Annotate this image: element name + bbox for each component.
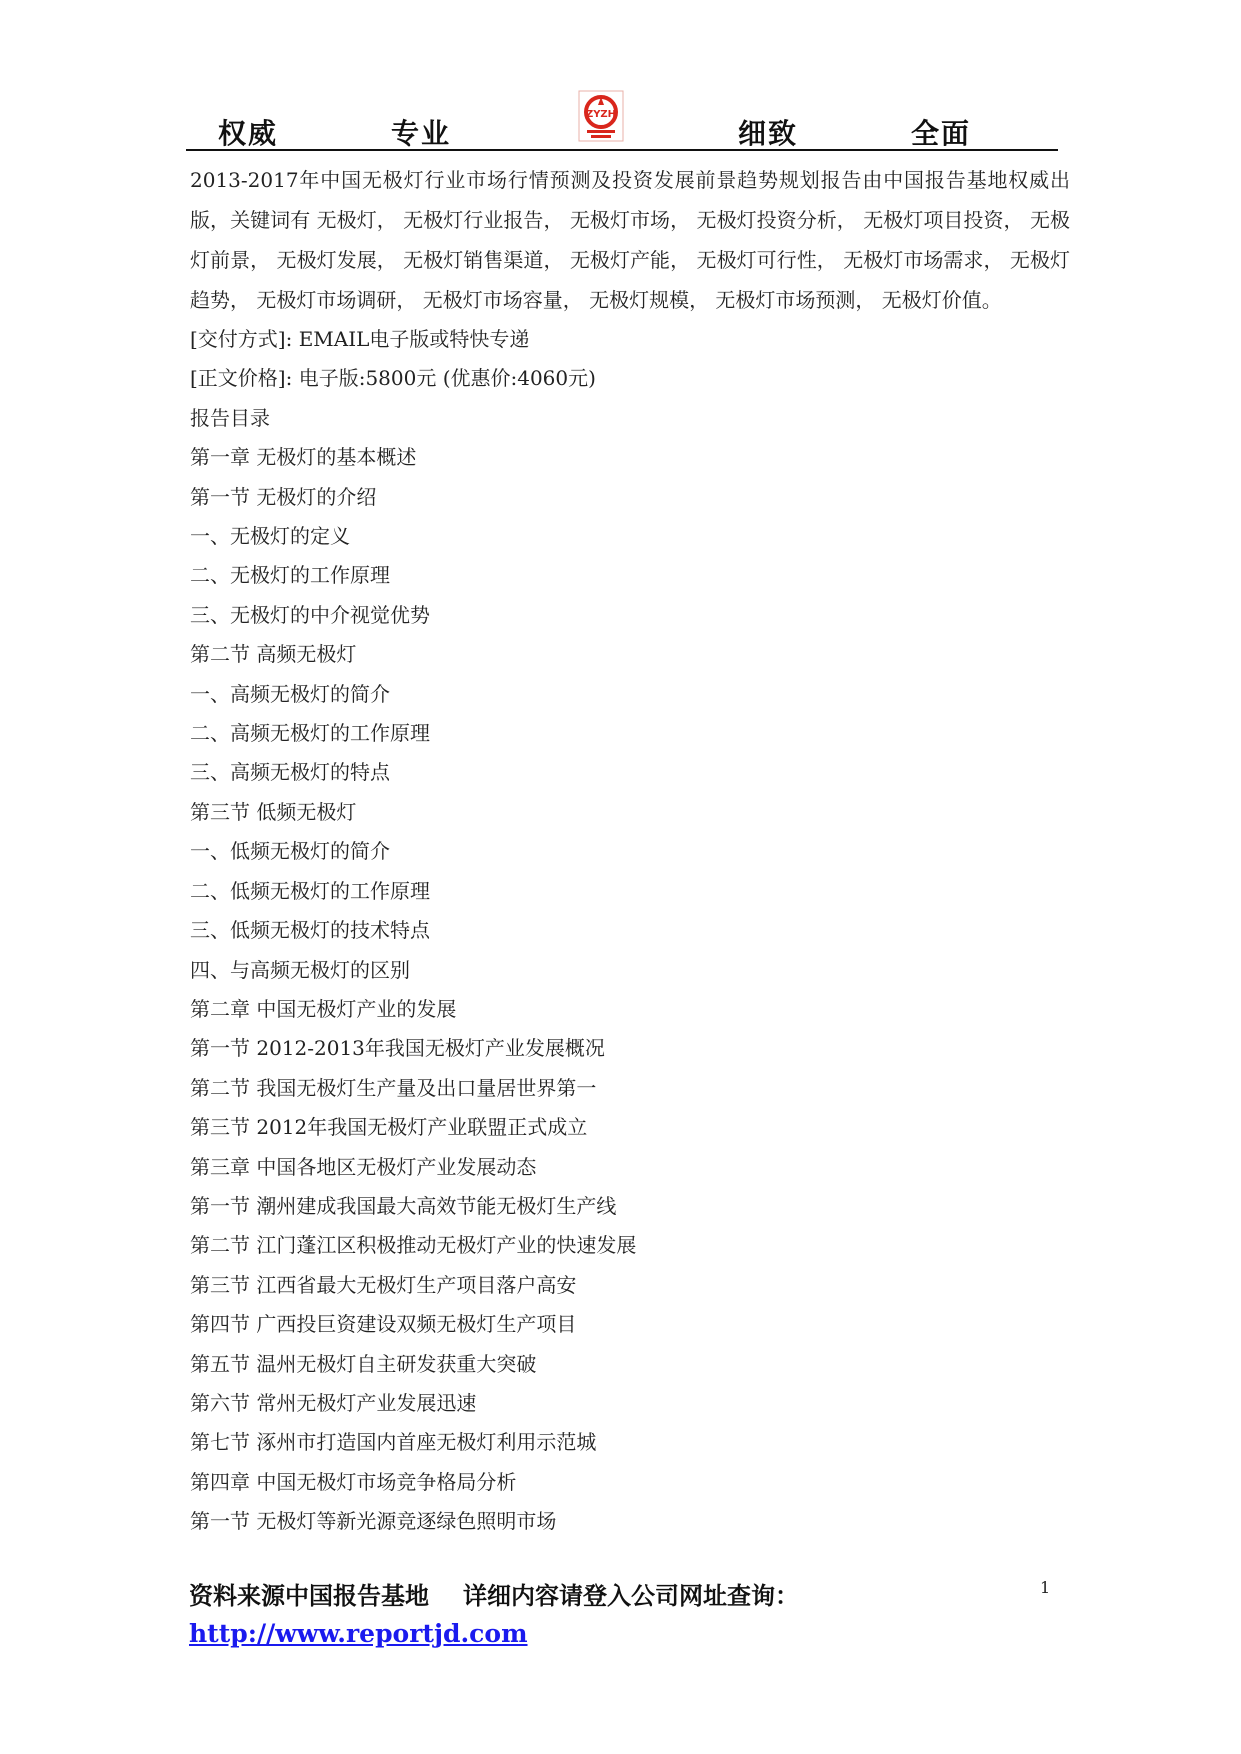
- toc-item: 一、高频无极灯的简介: [190, 681, 390, 706]
- toc-item: 二、高频无极灯的工作原理: [190, 721, 430, 746]
- footer-notice: [189, 1576, 1089, 1611]
- toc-item: 三、无极灯的中介视觉优势: [190, 602, 430, 627]
- toc-item: 一、低频无极灯的简介: [190, 839, 390, 864]
- footer-detail: 详细内容请登入公司网址查询：: [463, 1582, 799, 1610]
- toc-item: 第一节 2012-2013年我国无极灯产业发展概况: [190, 1036, 605, 1061]
- toc-item: 第七节 涿州市打造国内首座无极灯利用示范城: [190, 1430, 597, 1455]
- toc-item: 第二节 江门蓬江区积极推动无极灯产业的快速发展: [190, 1233, 637, 1258]
- toc-item: 第一节 无极灯的介绍: [190, 484, 377, 509]
- table-of-contents: [190, 438, 1070, 1541]
- toc-item: 二、无极灯的工作原理: [190, 563, 390, 588]
- header-word-authority: 权威: [218, 117, 279, 150]
- company-website-link[interactable]: http://www.reportjd.com: [189, 1619, 528, 1648]
- toc-item: 第六节 常州无极灯产业发展迅速: [190, 1390, 477, 1415]
- toc-item: 第一节 潮州建成我国最大高效节能无极灯生产线: [190, 1193, 617, 1218]
- toc-item: 第一节 无极灯等新光源竞逐绿色照明市场: [190, 1509, 557, 1534]
- toc-item: 第四节 广西投巨资建设双频无极灯生产项目: [190, 1312, 577, 1337]
- header-word-comprehensive: 全面: [911, 117, 972, 150]
- zyzh-logo: [578, 90, 624, 142]
- header-word-professional: 专业: [391, 117, 452, 150]
- toc-title: 报告目录: [190, 405, 270, 430]
- toc-item: 第二章 中国无极灯产业的发展: [190, 996, 457, 1021]
- toc-item: 二、低频无极灯的工作原理: [190, 878, 430, 903]
- toc-item: 第三节 低频无极灯: [190, 799, 357, 824]
- toc-item: 第三节 江西省最大无极灯生产项目落户高安: [190, 1272, 577, 1297]
- page-header: [186, 86, 1058, 150]
- toc-item: 第三章 中国各地区无极灯产业发展动态: [190, 1154, 537, 1179]
- page-footer: [189, 1576, 1089, 1648]
- delivery-method: [交付方式]: EMAIL电子版或特快专递: [190, 327, 530, 351]
- page-number: 1: [1040, 1578, 1051, 1597]
- footer-source: 资料来源中国报告基地: [189, 1582, 429, 1610]
- header-rule: [186, 149, 1058, 151]
- price-info: [正文价格]: 电子版:5800元 (优惠价:4060元): [190, 366, 596, 391]
- logo-text: ZYZH: [585, 109, 617, 120]
- report-body: [190, 160, 1070, 1542]
- toc-item: 第二节 高频无极灯: [190, 642, 357, 667]
- toc-item: 三、高频无极灯的特点: [190, 760, 390, 785]
- intro-paragraph: 2013-2017年中国无极灯行业市场行情预测及投资发展前景趋势规划报告由中国报告基地权威出版，关键词有 无极灯， 无极灯行业报告， 无极灯市场， 无极灯投资分析， 无极灯项目投资， 无极灯前景， 无极灯发展， 无极灯销售渠道， 无极灯产能， 无极灯可行性， 无极灯市场需求， 无极灯趋势， 无极灯市场调研， 无极灯市场容量， 无极灯规模， 无极灯市场预测， 无极灯价值。: [190, 168, 1070, 312]
- toc-item: 四、与高频无极灯的区别: [190, 957, 410, 982]
- header-word-meticulous: 细致: [738, 117, 799, 150]
- toc-item: 第四章 中国无极灯市场竞争格局分析: [190, 1469, 517, 1494]
- toc-item: 一、无极灯的定义: [190, 524, 350, 549]
- toc-item: 第三节 2012年我国无极灯产业联盟正式成立: [190, 1115, 588, 1140]
- toc-item: 第五节 温州无极灯自主研发获重大突破: [190, 1351, 537, 1376]
- toc-item: 第一章 无极灯的基本概述: [190, 445, 417, 470]
- toc-item: 第二节 我国无极灯生产量及出口量居世界第一: [190, 1075, 597, 1100]
- toc-item: 三、低频无极灯的技术特点: [190, 918, 430, 943]
